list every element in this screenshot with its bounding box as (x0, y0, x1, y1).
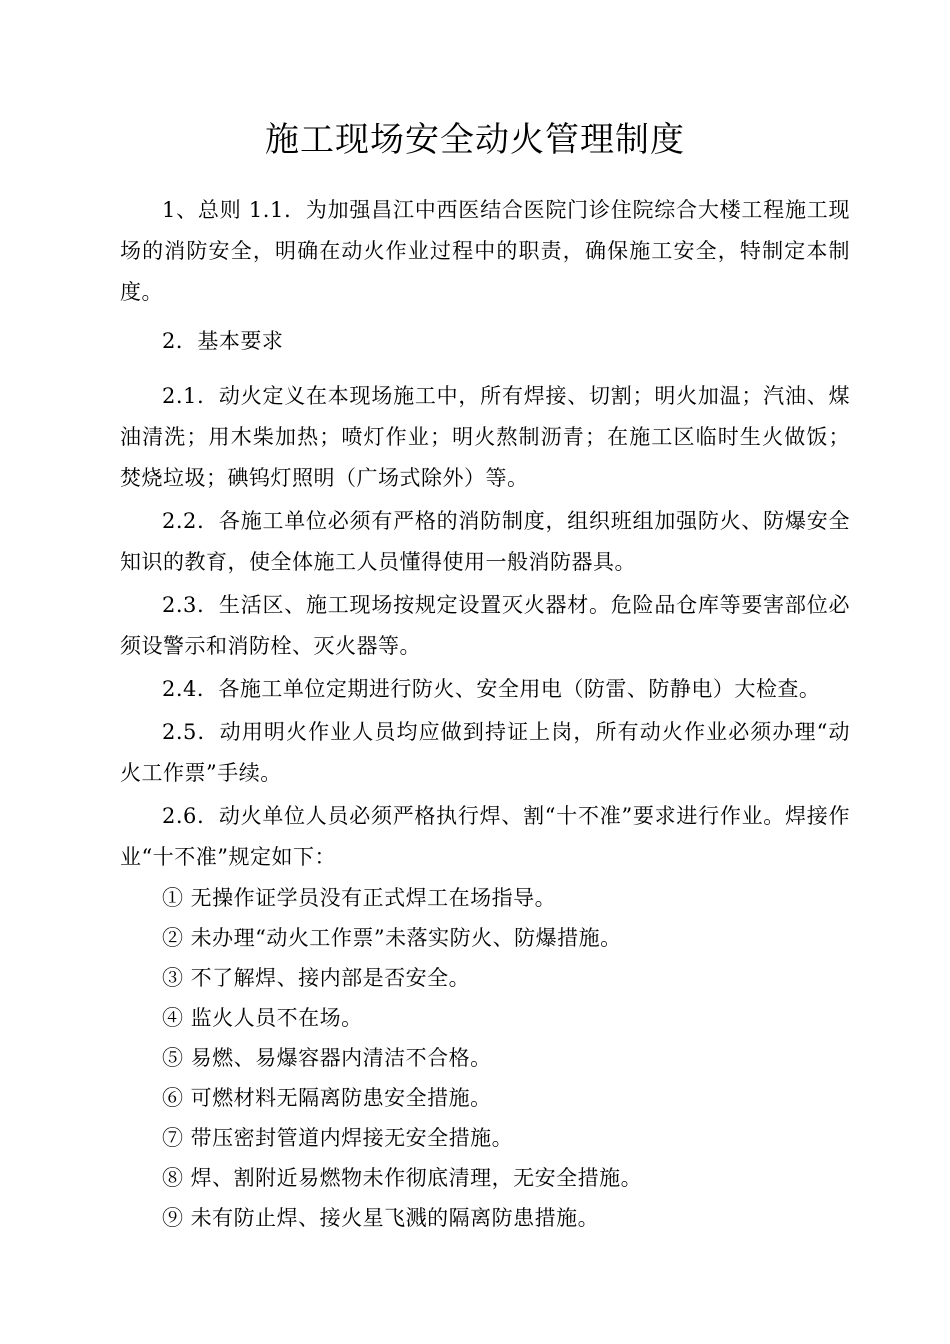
paragraph-2-5: 2.5．动用明火作业人员均应做到持证上岗，所有动火作业必须办理“动火工作票”手续。 (120, 720, 850, 785)
paragraph-basic-requirements: 2．基本要求 (162, 329, 284, 353)
paragraph-2-4: 2.4．各施工单位定期进行防火、安全用电（防雷、防静电）大检查。 (162, 677, 821, 701)
list-item: ⑥ 可燃材料无隔离防患安全措施。 (162, 1086, 492, 1110)
paragraph-2-1: 2.1．动火定义在本现场施工中，所有焊接、切割；明火加温；汽油、煤油清洗；用木柴加热；喷灯作业；明火熬制沥青；在施工区临时生火做饭；焚烧垃圾；碘钨灯照明（广场式除外）等。 (120, 384, 850, 490)
list-item: ⑧ 焊、割附近易燃物未作彻底清理，无安全措施。 (162, 1166, 643, 1190)
paragraph-2-2: 2.2．各施工单位必须有严格的消防制度，组织班组加强防火、防爆安全知识的教育，使全体施工人员懂得使用一般消防器具。 (120, 509, 850, 574)
list-item: ④ 监火人员不在场。 (162, 1006, 363, 1030)
list-item: ⑦ 带压密封管道内焊接无安全措施。 (162, 1126, 514, 1150)
document-title: 施工现场安全动火管理制度 (265, 120, 685, 160)
list-item: ③ 不了解焊、接内部是否安全。 (162, 966, 471, 990)
ten-prohibitions-list (120, 878, 850, 1238)
list-item: ① 无操作证学员没有正式焊工在场指导。 (162, 886, 557, 910)
document-body (120, 190, 850, 1238)
list-item: ⑨ 未有防止焊、接火星飞溅的隔离防患措施。 (162, 1206, 600, 1230)
list-item: ② 未办理“动火工作票”未落实防火、防爆措施。 (162, 926, 622, 950)
paragraph-general: 1、总则 1.1．为加强昌江中西医结合医院门诊住院综合大楼工程施工现场的消防安全，明确在动火作业过程中的职责，确保施工安全，特制定本制度。 (120, 198, 850, 304)
list-item: ⑤ 易燃、易爆容器内清洁不合格。 (162, 1046, 492, 1070)
paragraph-2-3: 2.3．生活区、施工现场按规定设置灭火器材。危险品仓库等要害部位必须设警示和消防栓、灭火器等。 (120, 593, 850, 658)
paragraph-2-6: 2.6．动火单位人员必须严格执行焊、割“十不准”要求进行作业。焊接作业“十不准”规定如下： (120, 804, 850, 869)
